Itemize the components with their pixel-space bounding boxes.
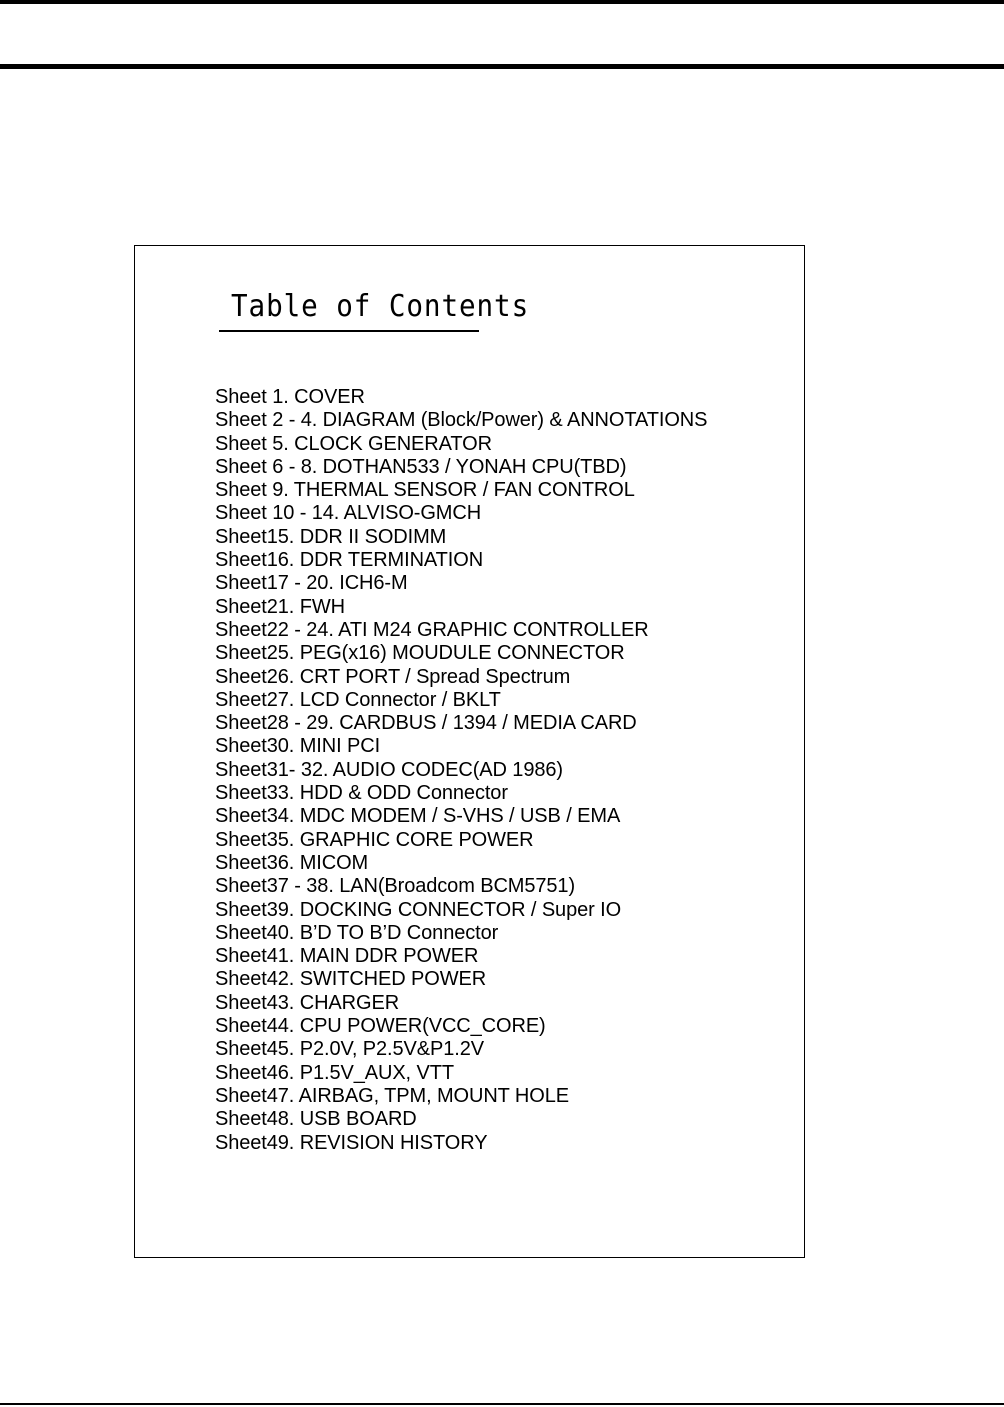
toc-entry: Sheet33. HDD & ODD Connector <box>215 782 508 805</box>
toc-entry: Sheet39. DOCKING CONNECTOR / Super IO <box>215 898 622 921</box>
toc-entry: Sheet 2 - 4. DIAGRAM (Block/Power) & ANNOTATIONS <box>215 409 708 432</box>
toc-entry: Sheet31- 32. AUDIO CODEC(AD 1986) <box>215 758 563 781</box>
toc-entry: Sheet28 - 29. CARDBUS / 1394 / MEDIA CARD <box>215 712 637 735</box>
toc-entry: Sheet30. MINI PCI <box>215 735 381 758</box>
toc-entry: Sheet 6 - 8. DOTHAN533 / YONAH CPU(TBD) <box>215 455 627 478</box>
top-border-rule <box>0 0 1004 4</box>
toc-entry: Sheet 9. THERMAL SENSOR / FAN CONTROL <box>215 479 635 502</box>
toc-entry: Sheet36. MICOM <box>215 851 369 874</box>
toc-entry: Sheet37 - 38. LAN(Broadcom BCM5751) <box>215 875 576 898</box>
toc-entry: Sheet 10 - 14. ALVISO-GMCH <box>215 502 482 525</box>
toc-entry: Sheet48. USB BOARD <box>215 1108 417 1131</box>
toc-entry: Sheet26. CRT PORT / Spread Spectrum <box>215 665 571 688</box>
toc-entry: Sheet46. P1.5V_AUX, VTT <box>215 1061 454 1084</box>
toc-entry: Sheet27. LCD Connector / BKLT <box>215 688 501 711</box>
toc-entry: Sheet49. REVISION HISTORY <box>215 1131 488 1154</box>
toc-title-underline <box>219 330 479 332</box>
toc-list <box>215 386 707 1155</box>
toc-entry: Sheet16. DDR TERMINATION <box>215 549 484 572</box>
toc-entry: Sheet34. MDC MODEM / S-VHS / USB / EMA <box>215 805 621 828</box>
toc-entry: Sheet42. SWITCHED POWER <box>215 968 487 991</box>
toc-entry: Sheet22 - 24. ATI M24 GRAPHIC CONTROLLER <box>215 618 649 641</box>
header-rule <box>0 64 1004 69</box>
bottom-rule <box>0 1403 1004 1405</box>
toc-entry: Sheet21. FWH <box>215 595 345 618</box>
toc-entry: Sheet41. MAIN DDR POWER <box>215 945 479 968</box>
toc-entry: Sheet17 - 20. ICH6-M <box>215 572 408 595</box>
toc-entry: Sheet 5. CLOCK GENERATOR <box>215 432 492 455</box>
toc-entry: Sheet43. CHARGER <box>215 991 400 1014</box>
toc-entry: Sheet44. CPU POWER(VCC_CORE) <box>215 1015 546 1038</box>
toc-entry: Sheet15. DDR II SODIMM <box>215 525 447 548</box>
toc-entry: Sheet25. PEG(x16) MOUDULE CONNECTOR <box>215 642 625 665</box>
toc-entry: Sheet47. AIRBAG, TPM, MOUNT HOLE <box>215 1084 569 1107</box>
toc-entry: Sheet45. P2.0V, P2.5V&P1.2V <box>215 1038 484 1061</box>
toc-entry: Sheet35. GRAPHIC CORE POWER <box>215 828 534 851</box>
toc-entry: Sheet40. B’D TO B’D Connector <box>215 921 499 944</box>
toc-entry: Sheet 1. COVER <box>215 386 365 408</box>
toc-title: Table of Contents <box>231 289 530 324</box>
